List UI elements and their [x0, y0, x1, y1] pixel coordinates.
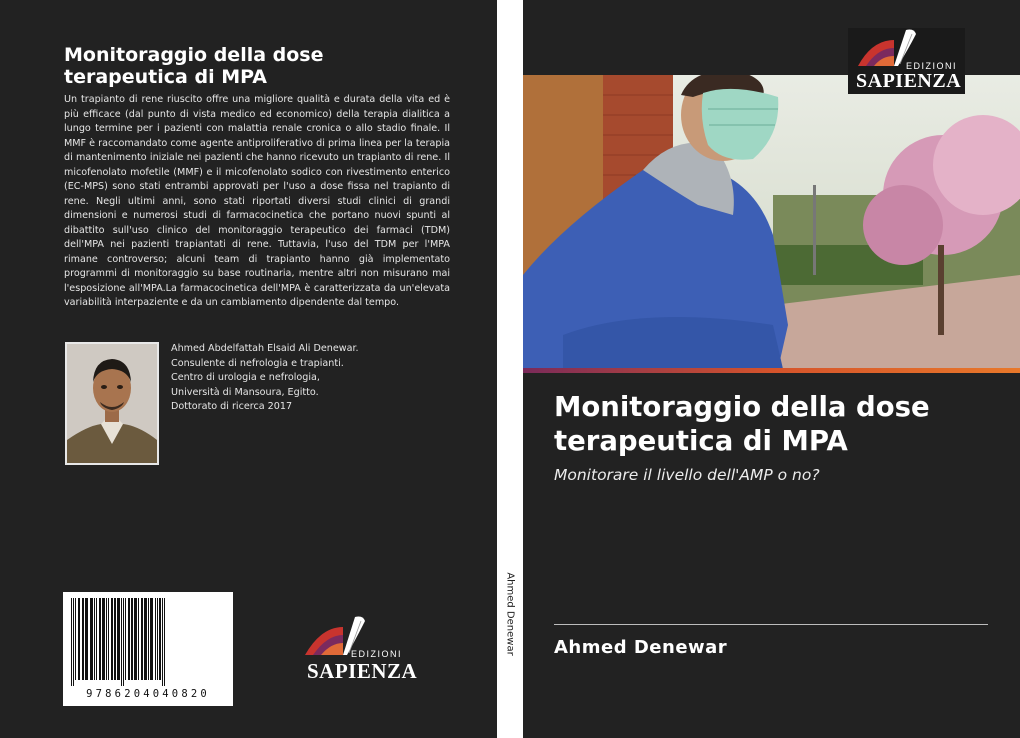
masked-man-photo-icon: [523, 75, 1020, 369]
blurb-line: di mantenimento iniziale nei pazienti che hanno ricevuto un trapianto di rene. Il: [64, 152, 450, 163]
barcode-bar: [117, 598, 120, 680]
isbn-number: 9786204040820: [86, 688, 210, 700]
barcode-guard-bar: [162, 598, 163, 686]
barcode-bar: [85, 598, 88, 680]
barcode-bar: [157, 598, 158, 680]
barcode-bar: [75, 598, 76, 680]
front-cover: [523, 0, 1020, 738]
blurb-line: lungo termine per i pazienti con malattia renale cronica o allo stadio finale. Il: [64, 123, 450, 134]
barcode-bar: [106, 598, 107, 680]
publisher-logo-back: [303, 613, 418, 683]
barcode-bar: [125, 598, 126, 680]
barcode-guard-bar: [71, 598, 72, 686]
barcode-bar: [155, 598, 156, 680]
barcode-bar: [96, 598, 97, 680]
divider-line: [554, 624, 988, 625]
blurb-line: dell'MPA nei pazienti trapiantati di rene. Tuttavia, l'uso del TDM per l'MPA: [64, 239, 450, 250]
barcode-bar: [134, 598, 137, 680]
spine-author: Ahmed Denewar: [504, 572, 516, 656]
barcode-bar: [141, 598, 143, 680]
barcode-bar: [102, 598, 105, 680]
barcode-bar: [159, 598, 161, 680]
barcode-bar: [82, 598, 84, 680]
bio-line: Ahmed Abdelfattah Elsaid Ali Denewar.: [171, 343, 359, 354]
barcode-bar: [94, 598, 95, 680]
blurb-line: più efficace (dal punto di vista medico ed economico) della terapia dialitica a: [64, 108, 450, 120]
front-cover-subtitle: Monitorare il livello dell'AMP o no?: [554, 466, 820, 484]
front-cover-title: [554, 390, 994, 458]
blurb-line: dimensioni e numerosi studi di farmacocinetica che portano nuovi spunti al: [64, 210, 450, 221]
barcode-bar: [128, 598, 130, 680]
barcode-bar: [108, 598, 109, 680]
isbn-barcode: [63, 592, 233, 706]
blurb-line: variabilità interpaziente e da un cambiamento dipendente dal tempo.: [64, 297, 400, 308]
barcode-guard-bar: [73, 598, 74, 686]
barcode-bars: [63, 592, 233, 692]
barcode-bar: [144, 598, 147, 680]
blurb-line: rimane controverso; alcuni team di trapianto hanno già implementato: [64, 253, 450, 265]
bio-line: Dottorato di ricerca 2017: [171, 401, 293, 413]
blurb-line: rene. Negli ultimi anni, sono stati riportati diversi studi clinici di grandi: [64, 195, 450, 207]
front-title-line-1: Monitoraggio della dose: [554, 391, 930, 423]
barcode-bar: [138, 598, 139, 680]
publisher-name: SAPIENZA: [856, 70, 962, 92]
blurb-line: micofenolato mofetile (MMF) e il micofenolato sodico con rivestimento enterico: [64, 166, 450, 178]
accent-band: [523, 368, 1020, 373]
blurb-line: l'esposizione all'MPA.La farmacocinetica dell'MPA è caratterizzata da un'elevata: [64, 282, 450, 294]
barcode-bar: [78, 598, 80, 680]
publisher-edizioni: EDIZIONI: [351, 649, 403, 659]
barcode-guard-bar: [121, 598, 122, 686]
back-cover-title: [64, 44, 464, 88]
barcode-bar: [131, 598, 133, 680]
barcode-bar: [111, 598, 113, 680]
publisher-name: SAPIENZA: [307, 659, 418, 683]
front-title-line-2: terapeutica di MPA: [554, 425, 848, 457]
blurb-line: Un trapianto di rene riuscito offre una migliore qualità e durata della vita ed è: [64, 94, 450, 105]
publisher-edizioni: EDIZIONI: [906, 61, 958, 71]
bio-line: Consulente di nefrologia e trapianti.: [171, 357, 344, 369]
bio-line: Centro di urologia e nefrologia,: [171, 372, 320, 384]
bio-line: Università di Mansoura, Egitto.: [171, 386, 319, 398]
back-cover-blurb: [64, 93, 450, 311]
barcode-guard-bar: [123, 598, 124, 686]
barcode-bar: [150, 598, 153, 680]
barcode-bar: [114, 598, 116, 680]
front-cover-author: Ahmed Denewar: [554, 637, 728, 658]
back-cover: [0, 0, 497, 738]
barcode-bar: [90, 598, 93, 680]
back-title-line-1: Monitoraggio della dose: [64, 44, 324, 66]
back-title-line-2: terapeutica di MPA: [64, 66, 267, 88]
barcode-bar: [99, 598, 101, 680]
publisher-logo-front: [848, 28, 965, 94]
cover-photo: [523, 75, 1020, 369]
blurb-line: (EC-MPS) sono stati entrambi approvati per l'uso a dose fissa nel trapianto di: [64, 181, 450, 192]
blurb-line: MMF è raccomandato come agente antiproliferativo di prima linea per la terapia: [64, 137, 450, 149]
blurb-line: dibattito sull'uso clinico del monitoraggio terapeutico dei farmaci (TDM): [64, 224, 450, 236]
blurb-line: programmi di monitoraggio su base routinaria, mentre altri non misurano mai: [64, 268, 450, 279]
author-photo: [65, 342, 159, 465]
portrait-photo-icon: [67, 344, 157, 463]
book-spine: [497, 0, 523, 738]
barcode-guard-bar: [164, 598, 165, 686]
author-bio: [171, 342, 471, 415]
barcode-bar: [148, 598, 149, 680]
